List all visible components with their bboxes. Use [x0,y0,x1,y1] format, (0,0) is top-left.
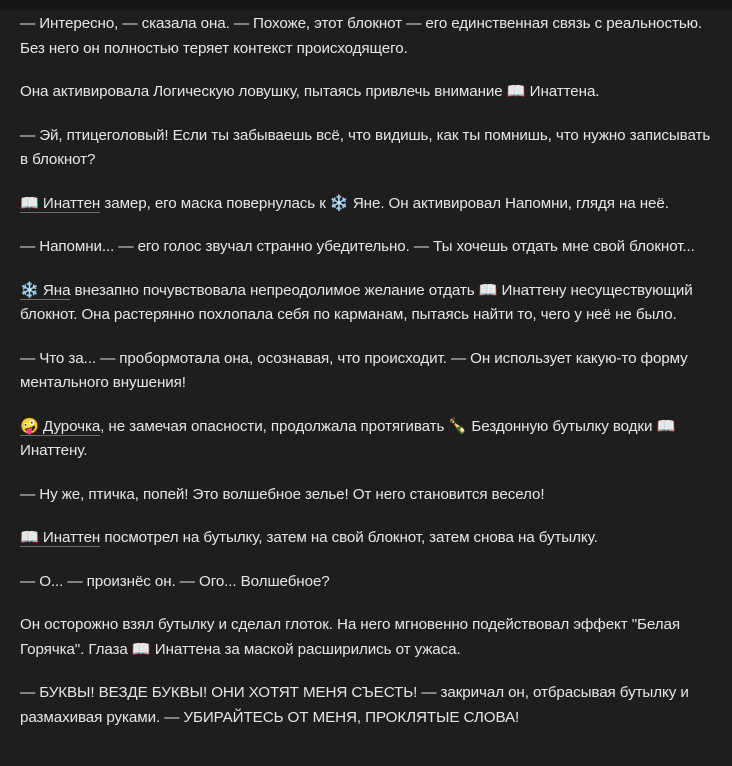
paragraph-text: — Эй, птицеголовый! Если ты забываешь всё, что видишь, как ты помнишь, что нужно записывать в блокнот? [20,126,711,168]
mention-yana[interactable]: ❄️ Яна [20,281,71,299]
paragraph-text: — Что за... — пробормотала она, осознавая, что происходит. — Он использует какую-то форму ментального внушения! [20,349,688,391]
paragraph-text: — БУКВЫ! ВЕЗДЕ БУКВЫ! ОНИ ХОТЯТ МЕНЯ СЪЕСТЬ! — закричал он, отбрасывая бутылку и размахивая руками. — УБИРАЙТЕСЬ ОТ МЕНЯ, ПРОКЛЯТЫЕ СЛОВА! [20,684,689,726]
story-paragraph [20,613,720,662]
story-paragraph [20,124,720,173]
mention-durochka[interactable]: 🤪 Дурочка [20,417,101,435]
paragraph-text: внезапно почувствовала непреодолимое желание отдать 📖 Инаттену несуществующий блокнот. Она растерянно похлопала себя по карманам, пытаясь найти то, чего у неё не было. [20,281,693,323]
paragraph-text: — О... — произнёс он. — Ого... Волшебное? [20,572,330,590]
top-bar [0,0,732,10]
paragraph-text: — Ну же, птичка, попей! Это волшебное зелье! От него становится весело! [20,485,545,503]
paragraph-text: — Напомни... — его голос звучал странно убедительно. — Ты хочешь отдать мне свой блокнот... [20,238,695,255]
story-paragraph [20,526,720,551]
paragraph-text: Она активировала Логическую ловушку, пытаясь привлечь внимание 📖 Инаттена. [20,83,600,100]
story-paragraph [20,12,720,61]
story-paragraph [20,80,720,105]
story-paragraph [20,570,720,595]
story-paragraph [20,681,720,730]
paragraph-text: , не замечая опасности, продолжала протягивать 🍾 Бездонную бутылку водки 📖 Инаттену. [20,417,676,459]
paragraph-text: замер, его маска повернулась к ❄️ Яне. Он активировал Напомни, глядя на неё. [100,194,669,212]
story-paragraph [20,347,720,396]
story-paragraph [20,279,720,328]
story-text [20,12,720,749]
paragraph-text: — Интересно, — сказала она. — Похоже, этот блокнот — его единственная связь с реальностью. Без него он полностью теряет контекст происходящего. [20,15,703,57]
story-paragraph [20,235,720,260]
story-paragraph [20,415,720,464]
paragraph-text: посмотрел на бутылку, затем на свой блокнот, затем снова на бутылку. [100,529,598,546]
story-paragraph [20,192,720,217]
mention-inatten[interactable]: 📖 Инаттен [20,194,101,212]
paragraph-text: Он осторожно взял бутылку и сделал глоток. На него мгновенно подействовал эффект "Белая Горячка". Глаза 📖 Инаттена за маской расширились от ужаса. [20,616,680,658]
story-paragraph [20,483,720,508]
mention-inatten[interactable]: 📖 Инаттен [20,529,101,546]
